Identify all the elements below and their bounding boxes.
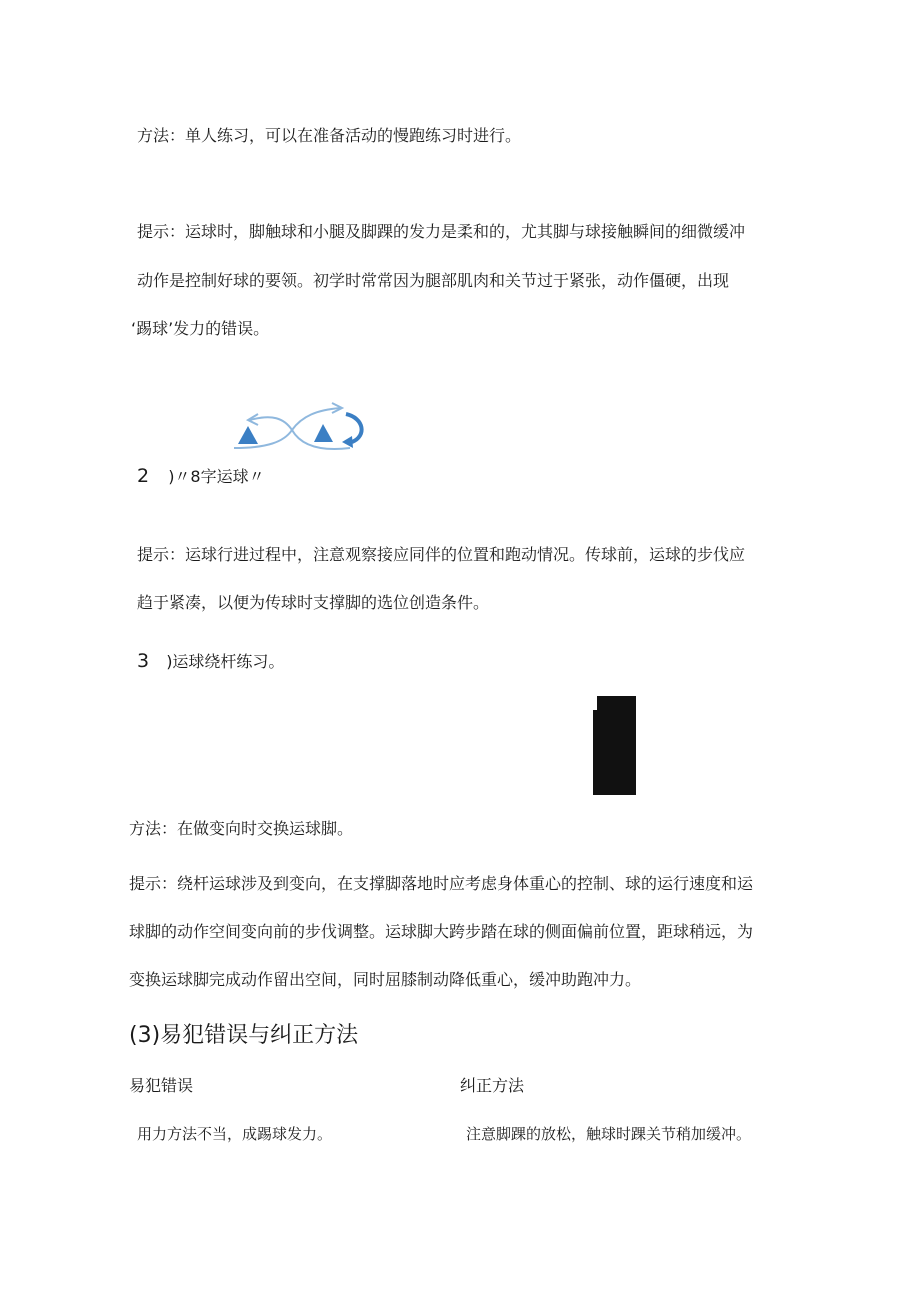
method-text-3: 方法：在做变向时交换运球脚。 [129, 819, 354, 838]
tip-line-2-1: 提示：运球行进过程中，注意观察接应同伴的位置和跑动情况。传球前，运球的步伐应 [137, 545, 746, 564]
tip-line-1-1: 提示：运球时，脚触球和小腿及脚踝的发力是柔和的，尤其脚与球接触瞬间的细微缓冲 [137, 222, 746, 241]
section-title-figure-eight [137, 466, 265, 487]
curl-arrow-head [342, 436, 353, 448]
tip-line-3-2: 球脚的动作空间变向前的步伐调整。运球脚大跨步踏在球的侧面偏前位置，距球稍远，为 [129, 922, 754, 941]
tip-line-3-1: 提示：绕杆运球涉及到变向，在支撑脚落地时应考虑身体重心的控制、球的运行速度和运 [129, 874, 754, 893]
method-text-1: 方法：单人练习，可以在准备活动的慢跑练习时进行。 [137, 126, 522, 145]
pole-image [592, 696, 636, 795]
figure-eight-path-3 [292, 408, 340, 430]
pole-shape [593, 696, 636, 795]
tip-line-2-2: 趋于紧凑，以便为传球时支撑脚的选位创造条件。 [137, 593, 490, 612]
fix-item: 注意脚踝的放松，触球时踝关节稍加缓冲。 [466, 1125, 752, 1143]
figure-eight-diagram [222, 400, 372, 460]
tip-line-1-2: 动作是控制好球的要领。初学时常常因为腿部肌肉和关节过于紧张，动作僵硬，出现 [137, 271, 730, 290]
tip-line-1-3: ‘踢球’发力的错误。 [131, 319, 270, 338]
section-number-3: 3 [137, 650, 150, 672]
section-number-2: 2 [137, 465, 150, 487]
errors-heading: (3)易犯错误与纠正方法 [129, 1023, 359, 1048]
col-fix-header: 纠正方法 [460, 1076, 525, 1095]
cone-triangle-right [314, 424, 333, 442]
error-item: 用力方法不当，成踢球发力。 [137, 1125, 333, 1143]
col-error-header: 易犯错误 [129, 1076, 194, 1095]
section-title-pole-dribble [137, 651, 284, 672]
section-title-3: )运球绕杆练习。 [166, 652, 285, 671]
curl-arrow [346, 414, 362, 442]
tip-line-3-3: 变换运球脚完成动作留出空间，同时屈膝制动降低重心，缓冲助跑冲力。 [129, 970, 642, 989]
section-title-2: )〃8字运球〃 [168, 467, 265, 486]
pole-notch [592, 696, 597, 710]
cone-triangle-left [238, 426, 258, 444]
